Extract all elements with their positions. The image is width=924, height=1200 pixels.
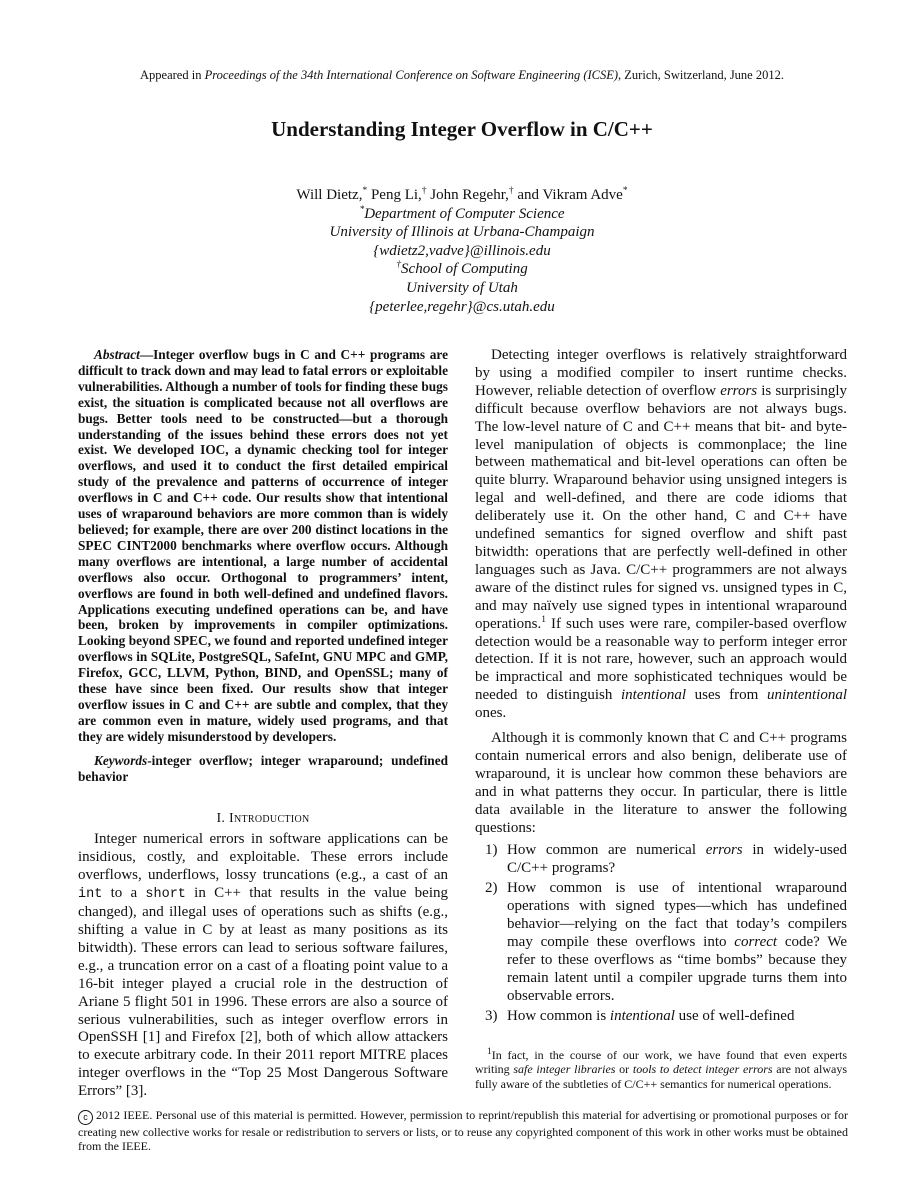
affiliation-2-univ: University of Utah	[406, 279, 518, 296]
emphasis: errors	[705, 842, 743, 859]
left-column	[78, 347, 448, 1101]
emphasis: intentional	[609, 1007, 675, 1024]
abstract-text: —Integer overflow bugs in C and C++ programs are difficult to track down and may lead to fatal errors or exploitable vulnerabilities. Although a number of tools for finding these bugs exist, the situation is complicated because not all overflows are bugs. Better tools need to be constructed—but a thorough understanding of the issues behind these errors does not yet exist. We developed IOC, a dynamic checking tool for integer overflows, and used it to conduct the first detailed empirical study of the prevalence and patterns of occurrence of integer overflows in C and C++ code. Our results show that intentional uses of wraparound behaviors are more common than is widely believed; for example, there are over 200 distinct locations in the SPEC CINT2000 benchmarks where overflow occurs. Although many overflows are intentional, a large number of accidental overflows also occur. Orthogonal to programmers’ intent, overflows are found in both well-defined and undefined flavors. Applications executing undefined operations can be, and have been, broken by improvements in compiler optimizations. Looking beyond SPEC, we found and reported undefined integer overflows in SQLite, PostgreSQL, SafeInt, GNU MPC and GMP, Firefox, GCC, LLVM, Python, BIND, and OpenSSL; many of these have since been fixed. Our results show that integer overflow issues in C and C++ are subtle and complex, that they are common even in mature, widely used programs, and that they are widely misunderstood by developers.	[78, 347, 448, 744]
author-regehr: John Regehr,	[426, 187, 509, 203]
footnote-text: In fact, in the course of our work, we have found that even experts writing	[475, 1048, 847, 1077]
affiliation-2-dept-text: School of Computing	[401, 261, 528, 278]
keywords-text: -integer overflow; integer wraparound; undefined behavior	[78, 752, 448, 784]
emphasis: tools to detect integer errors	[632, 1062, 773, 1077]
list-number: 3)	[485, 1007, 498, 1024]
emphasis: intentional	[621, 687, 686, 704]
author-names	[0, 186, 924, 205]
author-dietz: Will Dietz,	[296, 187, 363, 203]
list-text: How common is	[507, 1007, 610, 1024]
paper-title: Understanding Integer Overflow in C/C++	[271, 117, 653, 141]
author-mark: †	[508, 186, 514, 196]
author-mark: *	[362, 186, 368, 196]
abstract	[78, 347, 448, 745]
keywords-lead: Keywords	[94, 752, 148, 768]
section-number: I.	[216, 811, 230, 827]
list-number: 1)	[485, 842, 498, 859]
footnote	[475, 1048, 847, 1091]
list-text: How common are numerical	[507, 842, 706, 859]
affiliation-2-email: {peterlee,regehr}@cs.utah.edu	[369, 298, 555, 315]
list-text: code? We refer to these overflows as “time bombs” because they remain latent until a compiler upgrade turns them into observable errors.	[507, 934, 847, 1004]
intro-text: to a	[102, 885, 146, 902]
affiliation-mark: †	[396, 260, 402, 271]
section-title: Introduction	[229, 811, 310, 827]
author-mark: *	[622, 186, 628, 196]
abstract-lead: Abstract	[94, 347, 140, 362]
section-heading-introduction	[78, 811, 448, 827]
para-text: Detecting integer overflows is relatively straightforward by using a modified compiler to insert runtime checks. However, reliable detection of overflow	[475, 347, 847, 399]
footnote-ref: 1	[541, 614, 546, 625]
affiliation-1-univ: University of Illinois at Urbana-Champaign	[329, 224, 595, 241]
right-column	[475, 347, 847, 1028]
intro-paragraph	[78, 831, 448, 1101]
copyright-icon: c	[78, 1110, 93, 1125]
para-text: ones.	[475, 705, 507, 722]
keywords	[78, 753, 448, 785]
para-text: is surprisingly difficult because overflow behaviors are not always bugs. The low-level nature of C and C++ means that bit- and byte-level manipulation of objects is commonplace; the line between mathematical and bit-level operations can often be quite blurry. Wraparound behavior using unsigned integers is legal and well-defined, and there are code idioms that deliberately use it. On the other hand, C and C++ have undefined semantics for signed overflow and shift past bitwidth: operations that are perfectly well-defined in other languages such as Java. C/C++ programmers are not always aware of the distinct rules for signed vs. unsigned types in C, and may naïvely use signed types in intentional wraparound operations.	[475, 382, 847, 632]
affiliation-1-dept-text: Department of Computer Science	[364, 205, 565, 222]
emphasis: safe integer libraries	[513, 1062, 616, 1077]
list-number: 2)	[485, 880, 498, 897]
list-item	[475, 1008, 847, 1026]
emphasis: unintentional	[767, 687, 847, 704]
venue-line	[0, 68, 924, 83]
venue-prefix: Appeared in	[140, 68, 205, 82]
affiliation-1-email: {wdietz2,vadve}@illinois.edu	[373, 242, 551, 259]
intro-text: in C++ that results in the value being changed), and illegal uses of operations such as shifts (e.g., shifting a value in C by at least as many positions as its bitwidth). These errors can lead to serious software failures, e.g., a truncation error on a cast of a floating point value to a 16-bit integer played a crucial role in the destruction of Ariane 5 flight 501 in 1996. These errors are also a source of serious vulnerabilities, such as integer overflow errors in OpenSSH [1] and Firefox [2], both of which allow attackers to execute arbitrary code. In their 2011 report MITRE places integer overflows in the “Top 25 Most Dangerous Software Errors” [3].	[78, 885, 448, 1100]
author-block	[0, 186, 924, 316]
emphasis: errors	[720, 382, 758, 399]
list-item	[475, 842, 847, 878]
footnote-text: are not always fully aware of the subtleties of C/C++ semantics for numerical operations.	[475, 1062, 848, 1091]
affiliation-2-dept	[0, 260, 924, 279]
venue-name: Proceedings of the 34th International Conference on Software Engineering (ICSE)	[204, 68, 619, 82]
copyright-notice	[78, 1108, 848, 1154]
emphasis: correct	[734, 934, 778, 950]
code-int: int	[78, 887, 103, 903]
code-short: short	[145, 887, 186, 903]
list-item	[475, 880, 847, 1005]
intro-text: Integer numerical errors in software applications can be insidious, costly, and exploitable. These errors include overflows, underflows, lossy truncations (e.g., a cast of an	[78, 831, 448, 884]
list-text: How common is use of intentional wraparound operations with signed types—which has undefined behavior—relying on the fact that today’s compilers may compile these overflows into	[507, 880, 847, 950]
affiliation-mark: *	[359, 204, 365, 215]
footnote-text: or	[615, 1062, 633, 1077]
author-li: Peng Li,	[367, 187, 422, 203]
affiliation-1-dept	[0, 205, 924, 224]
para-text: uses from	[686, 687, 767, 704]
para-text: If such uses were rare, compiler-based overflow detection would be a reasonable way to perform integer error detection. If it is not rare, however, such an approach would be impractical and more sophisticated techniques would be needed to distinguish	[475, 615, 847, 704]
right-paragraph-1	[475, 347, 847, 723]
right-paragraph-2: Although it is commonly known that C and C++ programs contain numerical errors and also benign, deliberate use of wraparound, it is unclear how common these behaviors are and in what patterns they occur. In particular, there is little data available in the literature to answer the following questions:	[475, 730, 847, 836]
author-mark: †	[421, 186, 427, 196]
author-adve: and Vikram Adve	[513, 187, 623, 203]
research-questions	[475, 842, 847, 1025]
list-text: use of well-defined	[674, 1007, 795, 1024]
list-text: in widely-used C/C++ programs?	[507, 842, 847, 877]
copyright-text: 2012 IEEE. Personal use of this material is permitted. However, permission to reprint/republish this material for advertising or promotional purposes or for creating new collective works for resale or redistribution to servers or lists, or to reuse any copyrighted component of this work in other works must be obtained from the IEEE.	[78, 1108, 848, 1154]
footnote-mark: 1	[487, 1047, 492, 1057]
venue-suffix: , Zurich, Switzerland, June 2012.	[618, 68, 784, 82]
